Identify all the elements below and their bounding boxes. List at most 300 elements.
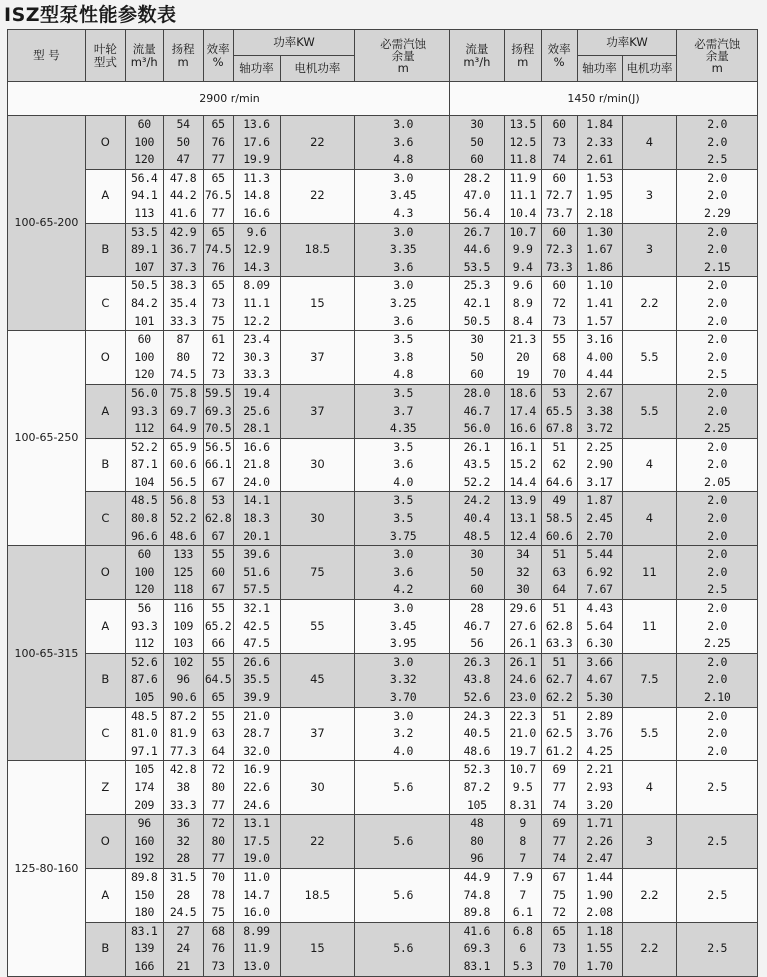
shaft-power-cell — [233, 331, 280, 385]
table-row — [8, 331, 452, 385]
flow-cell-value: 81.0 — [130, 726, 158, 741]
right-npsh-cell — [677, 653, 758, 707]
right-shaft-power-cell-value: 2.67 — [586, 385, 613, 400]
npsh-cell-value: 3.0 — [393, 708, 414, 723]
head-cell-value: 60.6 — [169, 457, 197, 472]
right-motor-power-cell: 7.5 — [622, 653, 677, 707]
right-shaft-power-cell-value: 5.64 — [586, 618, 613, 633]
right-npsh-cell-value: 2.0 — [707, 242, 728, 257]
motor-power-cell: 75 — [280, 546, 355, 600]
right-npsh-cell — [677, 384, 758, 438]
right-shaft-power-cell-value: 1.84 — [586, 117, 613, 131]
right-efficiency-cell-value: 49 — [552, 493, 566, 508]
npsh-cell — [355, 223, 452, 277]
head-cell-value: 36.7 — [169, 242, 197, 257]
right-efficiency-cell-value: 67.8 — [545, 421, 573, 436]
right-flow-cell-value: 24.3 — [463, 708, 491, 723]
shaft-power-cell-value: 13.6 — [243, 117, 270, 131]
shaft-power-cell-value: 24.0 — [243, 474, 270, 489]
flow-cell-value: 166 — [134, 958, 155, 973]
flow-cell-value: 174 — [134, 779, 155, 794]
npsh-cell-value: 3.8 — [393, 349, 414, 364]
table-row — [450, 707, 758, 761]
table-row — [450, 384, 758, 438]
right-head-cell-value: 19 — [516, 367, 530, 382]
head-cell-value: 38 — [176, 779, 190, 794]
right-efficiency-cell-value: 74 — [552, 797, 566, 812]
efficiency-cell-value: 77 — [211, 152, 225, 167]
head-cell — [163, 169, 203, 223]
impeller-type: B — [85, 438, 125, 492]
npsh-cell — [355, 546, 452, 600]
right-shaft-power-cell-value: 6.30 — [586, 636, 613, 651]
flow-cell — [125, 868, 163, 922]
right-flow-cell-value: 96 — [470, 851, 484, 866]
npsh-cell-value: 3.45 — [389, 618, 417, 633]
right-npsh-cell-value: 2.5 — [707, 152, 728, 167]
efficiency-cell-value: 77 — [211, 205, 225, 220]
right-shaft-power-cell-value: 1.30 — [586, 224, 613, 239]
right-efficiency-cell-value: 68 — [552, 349, 566, 364]
flow-cell-value: 104 — [134, 474, 155, 489]
right-shaft-power-cell — [577, 653, 622, 707]
right-efficiency-cell-value: 60.6 — [545, 528, 573, 543]
right-flow-cell — [450, 653, 505, 707]
right-head-cell-value: 9.9 — [512, 242, 533, 257]
right-shaft-power-cell — [577, 438, 622, 492]
table-row — [450, 169, 758, 223]
right-npsh-cell-value: 2.0 — [707, 224, 728, 239]
right-npsh-cell-value: 2.5 — [707, 887, 728, 902]
right-shaft-power-header: 轴功率 — [577, 56, 622, 82]
flow-cell-value: 52.2 — [130, 439, 158, 454]
shaft-power-cell-value: 30.3 — [243, 349, 270, 364]
right-head-cell-value: 13.9 — [509, 493, 536, 508]
head-cell-value: 118 — [173, 582, 194, 597]
right-efficiency-cell-value: 73 — [552, 313, 566, 328]
right-flow-cell-value: 46.7 — [463, 403, 491, 418]
right-efficiency-cell — [541, 384, 577, 438]
right-flow-cell-value: 60 — [470, 582, 484, 597]
shaft-power-cell-value: 14.1 — [243, 493, 270, 508]
table-row — [8, 116, 452, 170]
flow-cell-value: 150 — [134, 887, 155, 902]
right-flow-cell-value: 48.5 — [463, 528, 491, 543]
flow-cell-value: 192 — [134, 851, 155, 866]
npsh-cell-value: 5.6 — [393, 779, 414, 794]
flow-cell — [125, 223, 163, 277]
right-efficiency-cell-value: 51 — [552, 708, 566, 723]
efficiency-cell — [203, 116, 233, 170]
impeller-type: A — [85, 169, 125, 223]
shaft-power-cell-value: 16.0 — [243, 905, 270, 920]
right-flow-cell — [450, 116, 505, 170]
right-npsh-cell — [677, 438, 758, 492]
shaft-power-cell-value: 47.5 — [243, 636, 270, 651]
right-shaft-power-cell-value: 2.93 — [586, 779, 613, 794]
right-shaft-power-cell-value: 2.25 — [586, 439, 613, 454]
right-flow-cell-value: 47.0 — [463, 188, 491, 203]
right-npsh-cell-value: 2.0 — [707, 457, 728, 472]
efficiency-cell-value: 65 — [211, 117, 225, 131]
shaft-power-cell-value: 14.8 — [243, 188, 270, 203]
right-head-cell-value: 17.4 — [509, 403, 536, 418]
efficiency-cell — [203, 761, 233, 815]
right-npsh-cell — [677, 600, 758, 654]
shaft-power-cell-value: 39.6 — [243, 547, 270, 562]
shaft-power-cell — [233, 277, 280, 331]
right-motor-power-cell: 3 — [622, 815, 677, 869]
right-efficiency-cell — [541, 761, 577, 815]
right-efficiency-cell — [541, 223, 577, 277]
npsh-cell-value: 3.5 — [393, 385, 414, 400]
right-shaft-power-cell — [577, 277, 622, 331]
npsh-cell — [355, 868, 452, 922]
right-head-cell-value: 16.6 — [509, 421, 536, 436]
head-cell-value: 56.8 — [169, 493, 197, 508]
impeller-type: C — [85, 277, 125, 331]
efficiency-cell-value: 75 — [211, 905, 225, 920]
table-row — [450, 492, 758, 546]
right-efficiency-cell-value: 64.6 — [545, 474, 573, 489]
flow-cell-value: 87.6 — [130, 672, 158, 687]
npsh-cell-value: 3.6 — [393, 564, 414, 579]
right-flow-cell — [450, 707, 505, 761]
efficiency-cell — [203, 438, 233, 492]
right-head-cell-value: 15.2 — [509, 457, 536, 472]
efficiency-cell-value: 68 — [211, 923, 225, 938]
head-cell — [163, 438, 203, 492]
right-npsh-cell-value: 2.0 — [707, 117, 728, 131]
impeller-type: A — [85, 868, 125, 922]
head-cell-value: 38.3 — [169, 278, 197, 293]
right-npsh-cell-value: 2.0 — [707, 528, 728, 543]
right-flow-cell-value: 83.1 — [463, 958, 491, 973]
right-head-cell — [504, 223, 541, 277]
right-head-cell-value: 6.1 — [512, 905, 533, 920]
flow-cell — [125, 116, 163, 170]
right-motor-power-cell: 4 — [622, 116, 677, 170]
flow-cell-value: 89.8 — [130, 869, 158, 884]
right-efficiency-cell-value: 72 — [552, 295, 566, 310]
right-efficiency-cell-value: 55 — [552, 332, 566, 347]
flow-cell-value: 48.5 — [130, 708, 158, 723]
efficiency-cell — [203, 653, 233, 707]
right-efficiency-cell — [541, 707, 577, 761]
npsh-cell-value: 3.45 — [389, 188, 417, 203]
shaft-power-cell-value: 32.0 — [243, 743, 270, 758]
head-cell-value: 87.2 — [169, 708, 197, 723]
shaft-power-cell-value: 8.99 — [243, 923, 270, 938]
efficiency-cell-value: 78 — [211, 887, 225, 902]
npsh-cell-value: 3.6 — [393, 134, 414, 149]
shaft-power-cell-value: 26.6 — [243, 654, 270, 669]
shaft-power-cell-value: 21.0 — [243, 708, 270, 723]
shaft-power-cell-value: 25.6 — [243, 403, 270, 418]
right-npsh-cell-value: 2.0 — [707, 618, 728, 633]
shaft-power-cell-value: 39.9 — [243, 690, 270, 704]
shaft-power-cell-value: 13.0 — [243, 958, 270, 973]
right-npsh-cell — [677, 815, 758, 869]
right-head-cell-value: 11.8 — [509, 152, 536, 167]
right-flow-cell-value: 56 — [470, 636, 484, 651]
flow-cell-value: 60 — [137, 332, 151, 347]
impeller-type: C — [85, 492, 125, 546]
flow-cell-value: 56.0 — [130, 385, 158, 400]
model-name: 100-65-315 — [8, 546, 86, 761]
flow-cell — [125, 653, 163, 707]
right-head-cell — [504, 707, 541, 761]
table-row — [450, 223, 758, 277]
right-shaft-power-cell-value: 3.72 — [586, 421, 613, 436]
npsh-header: 必需汽蚀 余量 m — [355, 30, 452, 82]
right-motor-power-cell: 4 — [622, 761, 677, 815]
right-flow-cell-value: 41.6 — [463, 923, 491, 938]
right-motor-power-cell: 2.2 — [622, 868, 677, 922]
efficiency-cell-value: 74.5 — [204, 242, 232, 257]
shaft-power-cell-value: 23.4 — [243, 332, 270, 347]
right-efficiency-cell — [541, 492, 577, 546]
right-npsh-cell — [677, 546, 758, 600]
flow-cell-value: 60 — [137, 547, 151, 562]
head-cell-value: 56.5 — [169, 474, 197, 489]
right-efficiency-cell-value: 74 — [552, 152, 566, 167]
right-efficiency-cell-value: 60 — [552, 170, 566, 185]
efficiency-cell-value: 64.5 — [204, 672, 232, 687]
shaft-power-cell — [233, 815, 280, 869]
table-row — [450, 868, 758, 922]
motor-power-cell: 30 — [280, 438, 355, 492]
npsh-cell-value: 3.0 — [393, 278, 414, 293]
right-motor-power-cell: 2.2 — [622, 922, 677, 976]
head-cell-value: 96 — [176, 672, 190, 687]
right-shaft-power-cell-value: 3.38 — [586, 403, 613, 418]
right-efficiency-cell-value: 77 — [552, 779, 566, 794]
right-npsh-cell-value: 2.0 — [707, 349, 728, 364]
right-shaft-power-cell-value: 4.43 — [586, 601, 613, 616]
efficiency-cell — [203, 223, 233, 277]
efficiency-cell-value: 66.1 — [204, 457, 232, 472]
npsh-cell — [355, 492, 452, 546]
right-flow-cell — [450, 546, 505, 600]
right-head-cell-value: 10.7 — [509, 224, 536, 239]
right-shaft-power-cell-value: 2.61 — [586, 152, 613, 167]
efficiency-cell-value: 73 — [211, 367, 225, 382]
shaft-power-cell-value: 42.5 — [243, 618, 270, 633]
flow-cell-value: 96 — [137, 816, 151, 831]
efficiency-cell-value: 73 — [211, 295, 225, 310]
head-cell — [163, 761, 203, 815]
npsh-cell-value: 4.35 — [389, 421, 417, 436]
head-cell-value: 48.6 — [169, 528, 197, 543]
shaft-power-header: 轴功率 — [233, 56, 280, 82]
right-npsh-cell-value: 2.5 — [707, 779, 728, 794]
right-head-cell-value: 26.1 — [509, 654, 536, 669]
npsh-cell-value: 3.32 — [389, 672, 417, 687]
flow-cell-value: 84.2 — [130, 295, 158, 310]
head-cell — [163, 868, 203, 922]
right-efficiency-cell-value: 60 — [552, 224, 566, 239]
right-efficiency-cell-value: 62 — [552, 457, 566, 472]
right-shaft-power-cell — [577, 384, 622, 438]
right-head-cell — [504, 277, 541, 331]
right-motor-power-cell: 5.5 — [622, 331, 677, 385]
right-flow-cell-value: 43.5 — [463, 457, 491, 472]
motor-power-cell: 22 — [280, 815, 355, 869]
npsh-cell-value: 3.75 — [389, 528, 417, 543]
table-row — [450, 600, 758, 654]
right-motor-power-header: 电机功率 — [622, 56, 677, 82]
flow-cell-value: 107 — [134, 259, 155, 274]
right-head-cell-value: 30 — [516, 582, 530, 597]
right-flow-cell-value: 28.0 — [463, 385, 491, 400]
npsh-cell-value: 4.8 — [393, 152, 414, 167]
right-efficiency-cell-value: 60 — [552, 278, 566, 293]
right-head-cell — [504, 492, 541, 546]
right-flow-cell-value: 26.1 — [463, 439, 491, 454]
right-npsh-cell-value: 2.0 — [707, 672, 728, 687]
right-npsh-cell-value: 2.0 — [707, 403, 728, 418]
efficiency-cell-value: 56.5 — [204, 439, 232, 454]
right-head-cell-value: 6.8 — [512, 923, 533, 938]
npsh-cell-value: 3.6 — [393, 457, 414, 472]
right-flow-cell — [450, 169, 505, 223]
right-flow-cell-value: 30 — [470, 547, 484, 562]
npsh-cell — [355, 815, 452, 869]
head-cell-value: 28 — [176, 851, 190, 866]
head-cell-value: 33.3 — [169, 797, 197, 812]
right-shaft-power-cell-value: 2.26 — [586, 833, 613, 848]
right-head-cell-value: 9.6 — [512, 278, 533, 293]
shaft-power-cell-value: 35.5 — [243, 672, 270, 687]
right-shaft-power-cell — [577, 922, 622, 976]
head-cell — [163, 116, 203, 170]
efficiency-cell-value: 70.5 — [204, 421, 232, 436]
right-efficiency-cell-value: 74 — [552, 851, 566, 866]
right-motor-power-cell: 5.5 — [622, 707, 677, 761]
impeller-type: O — [85, 546, 125, 600]
shaft-power-cell-value: 28.1 — [243, 421, 270, 436]
shaft-power-cell-value: 12.9 — [243, 242, 270, 257]
efficiency-cell-value: 60 — [211, 564, 225, 579]
page-title: ISZ型泵性能参数表 — [4, 4, 177, 26]
right-flow-cell-value: 44.6 — [463, 242, 491, 257]
right-npsh-cell-value: 2.0 — [707, 332, 728, 347]
right-flow-cell-value: 40.4 — [463, 511, 491, 526]
flow-cell-value: 53.5 — [130, 224, 158, 239]
right-flow-cell-value: 30 — [470, 332, 484, 347]
head-cell-value: 103 — [173, 636, 194, 651]
right-shaft-power-cell-value: 3.76 — [586, 726, 613, 741]
right-efficiency-cell-value: 51 — [552, 547, 566, 562]
head-cell-value: 64.9 — [169, 421, 197, 436]
npsh-cell-value: 4.3 — [393, 205, 414, 220]
flow-cell-value: 120 — [134, 152, 155, 167]
npsh-cell — [355, 761, 452, 815]
efficiency-cell-value: 65 — [211, 690, 225, 704]
right-npsh-cell-value: 2.25 — [703, 421, 731, 436]
head-cell-value: 24.5 — [169, 905, 197, 920]
right-flow-cell — [450, 438, 505, 492]
flow-cell-value: 139 — [134, 941, 155, 956]
right-efficiency-cell — [541, 169, 577, 223]
head-cell-value: 80 — [176, 349, 190, 364]
head-cell — [163, 653, 203, 707]
head-cell-value: 116 — [173, 601, 194, 616]
right-efficiency-cell-value: 51 — [552, 439, 566, 454]
right-shaft-power-cell — [577, 492, 622, 546]
table-row — [8, 546, 452, 600]
right-efficiency-cell-value: 73 — [552, 134, 566, 149]
head-cell-value: 28 — [176, 887, 190, 902]
right-motor-power-cell: 4 — [622, 492, 677, 546]
right-npsh-cell — [677, 169, 758, 223]
right-flow-cell-value: 42.1 — [463, 295, 491, 310]
right-efficiency-cell — [541, 277, 577, 331]
right-head-cell-value: 13.5 — [509, 117, 536, 131]
right-efficiency-cell-value: 62.7 — [545, 672, 573, 687]
motor-power-cell: 30 — [280, 761, 355, 815]
shaft-power-cell — [233, 169, 280, 223]
shaft-power-cell — [233, 223, 280, 277]
right-efficiency-cell-value: 77 — [552, 833, 566, 848]
right-shaft-power-cell-value: 4.00 — [586, 349, 613, 364]
head-cell-value: 52.2 — [169, 511, 197, 526]
right-efficiency-cell-value: 73.7 — [545, 205, 573, 220]
efficiency-cell-value: 72 — [211, 816, 225, 831]
right-shaft-power-cell-value: 3.16 — [586, 332, 613, 347]
right-npsh-cell-value: 2.0 — [707, 295, 728, 310]
table-row — [450, 815, 758, 869]
flow-cell-value: 56 — [137, 601, 151, 616]
right-flow-cell-value: 48 — [470, 816, 484, 831]
right-head-cell-value: 13.1 — [509, 511, 536, 526]
right-efficiency-cell-value: 53 — [552, 385, 566, 400]
head-cell — [163, 492, 203, 546]
right-efficiency-cell-value: 72.7 — [545, 188, 573, 203]
right-motor-power-cell: 2.2 — [622, 277, 677, 331]
right-head-cell — [504, 653, 541, 707]
shaft-power-cell-value: 19.9 — [243, 152, 270, 167]
right-flow-cell-value: 74.8 — [463, 887, 491, 902]
efficiency-cell — [203, 277, 233, 331]
right-npsh-cell-value: 2.0 — [707, 601, 728, 616]
right-efficiency-cell-value: 70 — [552, 367, 566, 382]
right-efficiency-cell-value: 62.5 — [545, 726, 573, 741]
flow-cell-value: 83.1 — [130, 923, 158, 938]
right-flow-cell-value: 48.6 — [463, 743, 491, 758]
impeller-type: A — [85, 384, 125, 438]
efficiency-cell-value: 72 — [211, 349, 225, 364]
efficiency-cell-value: 64 — [211, 743, 225, 758]
impeller-type: B — [85, 922, 125, 976]
npsh-cell — [355, 922, 452, 976]
motor-power-cell: 22 — [280, 169, 355, 223]
right-efficiency-cell-value: 73.3 — [545, 259, 573, 274]
right-flow-cell-value: 26.3 — [463, 654, 491, 669]
right-flow-cell-value: 43.8 — [463, 672, 491, 687]
motor-power-cell: 55 — [280, 600, 355, 654]
right-flow-cell — [450, 868, 505, 922]
npsh-cell-value: 3.0 — [393, 654, 414, 669]
right-efficiency-cell-value: 69 — [552, 816, 566, 831]
efficiency-cell-value: 76 — [211, 941, 225, 956]
motor-power-cell: 18.5 — [280, 223, 355, 277]
right-flow-cell-value: 53.5 — [463, 259, 491, 274]
right-motor-power-cell: 3 — [622, 169, 677, 223]
right-npsh-cell-value: 2.0 — [707, 134, 728, 149]
right-shaft-power-cell-value: 1.53 — [586, 170, 613, 185]
